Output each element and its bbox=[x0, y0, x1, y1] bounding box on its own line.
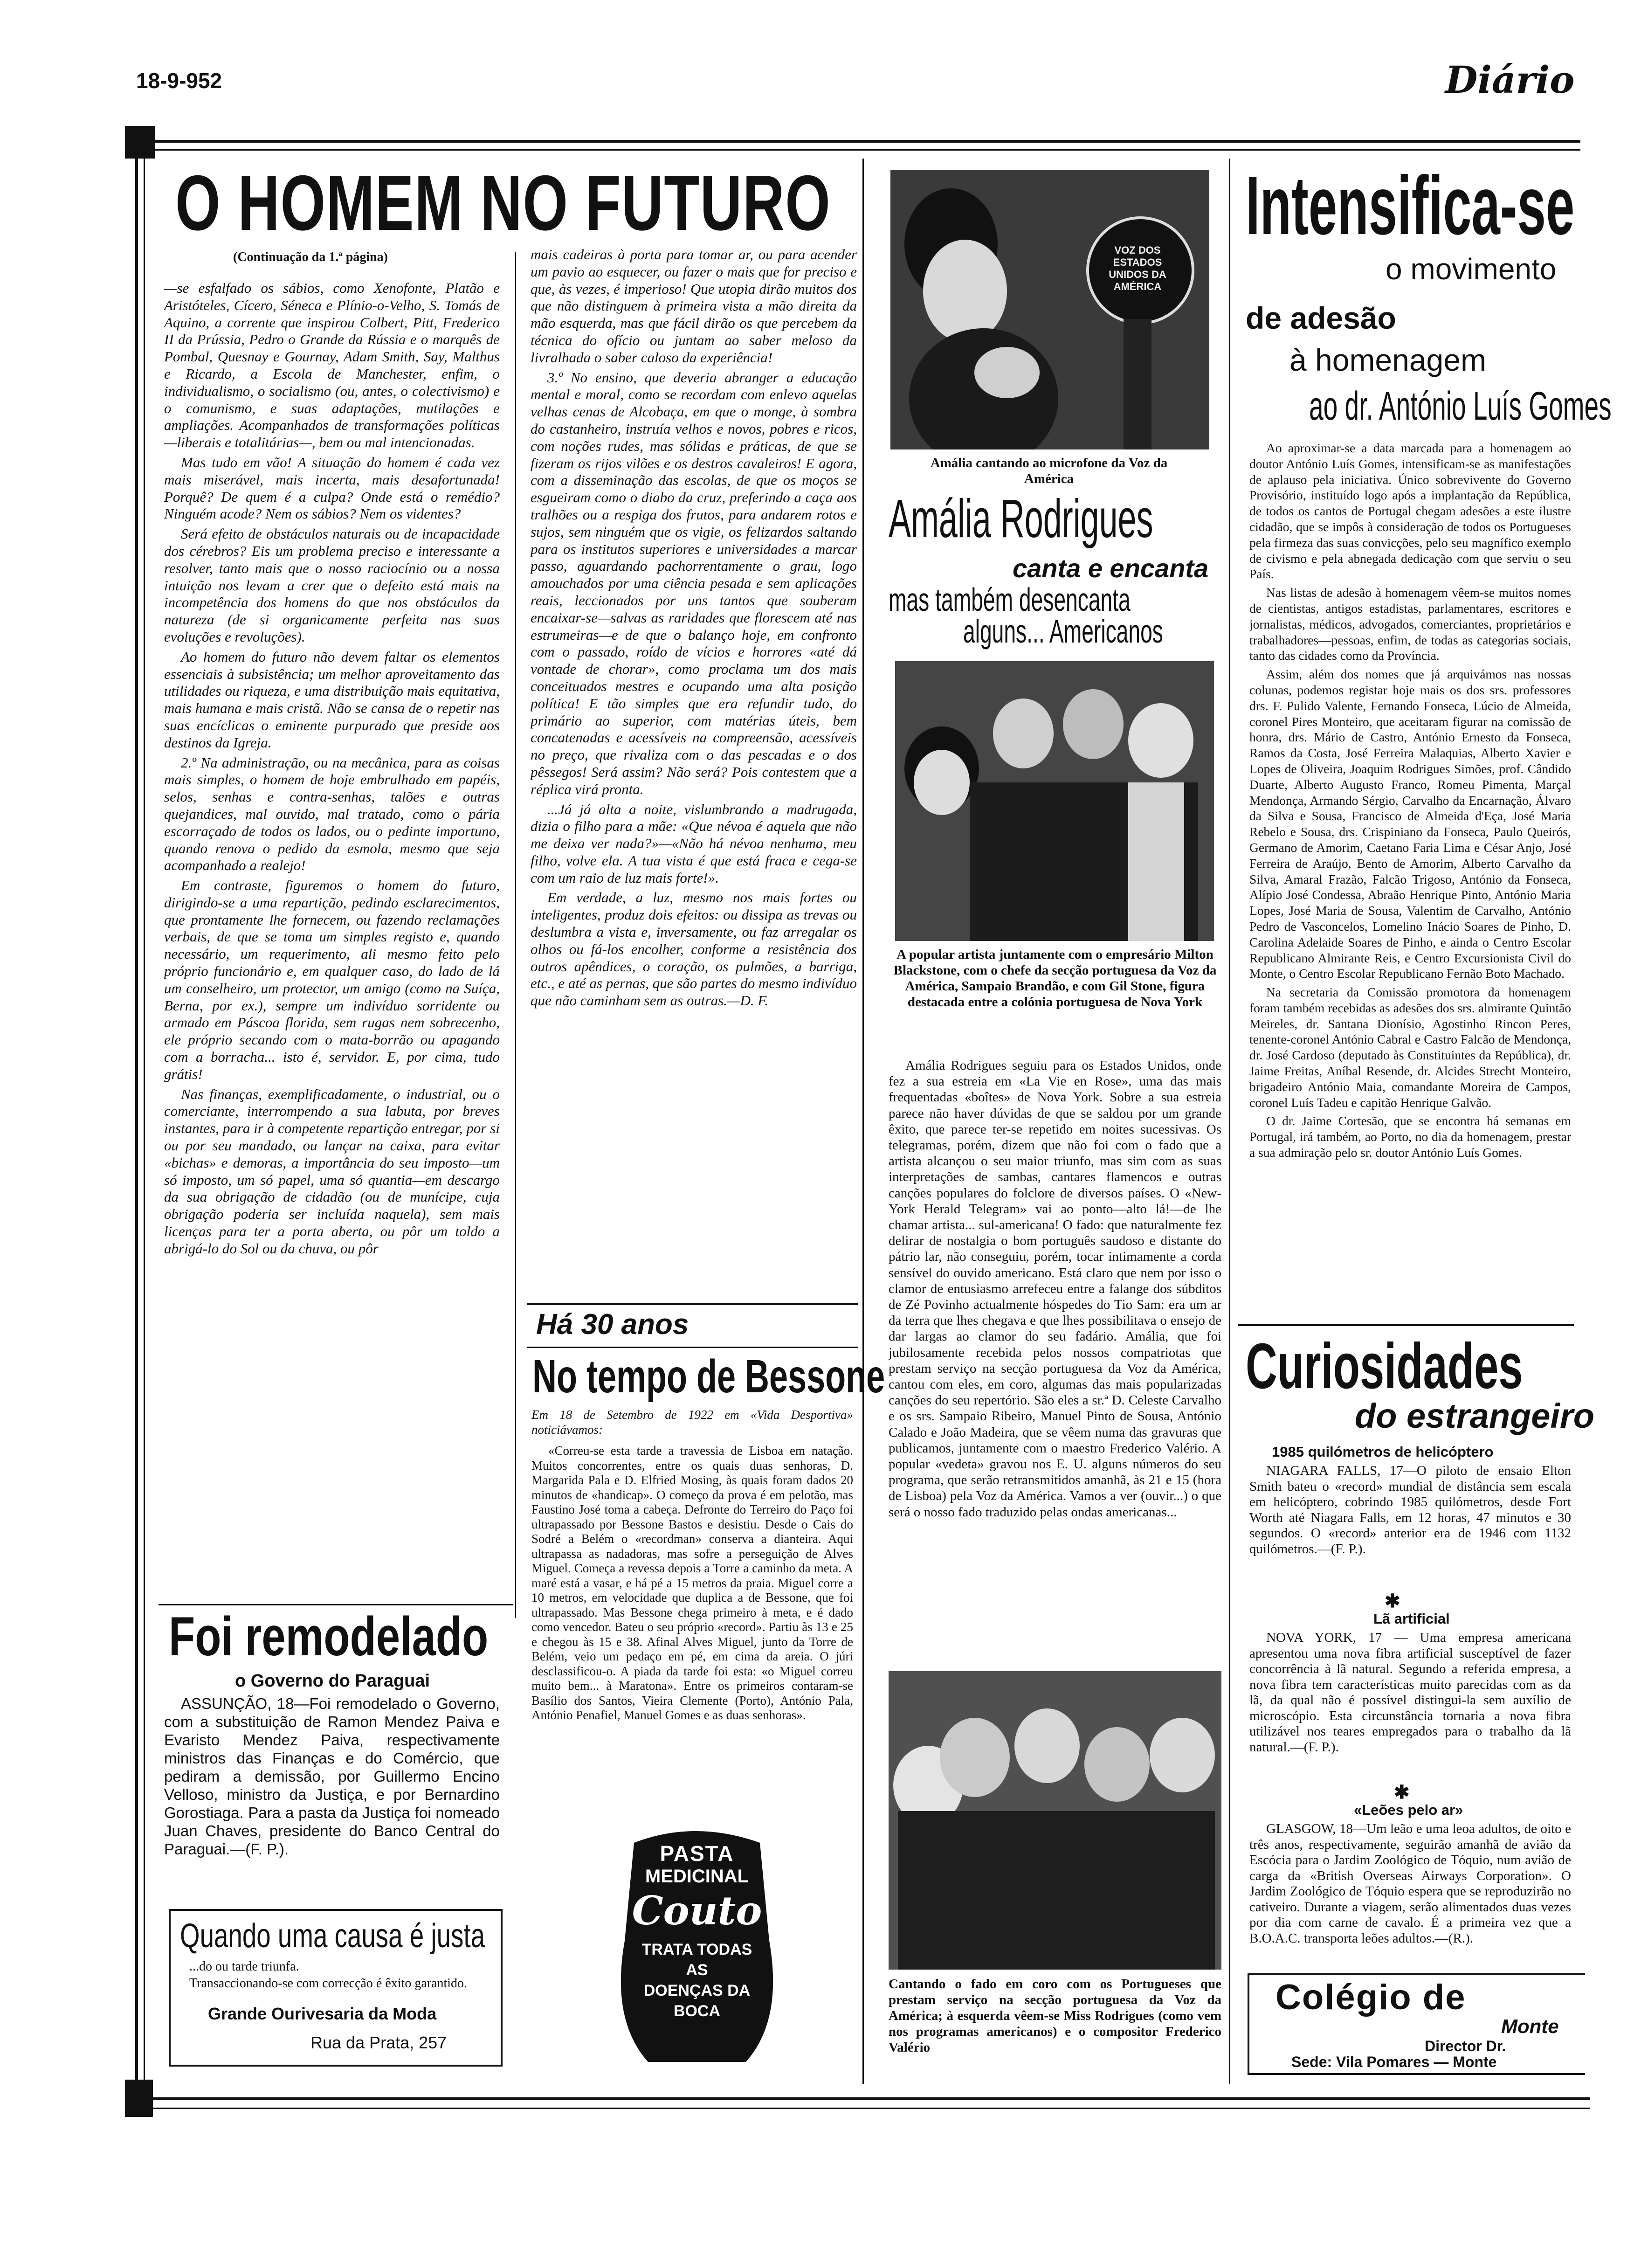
article-title-foi: Foi remodelado bbox=[169, 1606, 489, 1667]
column-divider bbox=[515, 252, 516, 1618]
intensifica-line-name: ao dr. António Luís Gomes bbox=[1309, 384, 1612, 429]
bottom-rule-thin bbox=[135, 2108, 1590, 2109]
amalia-subtitle-3: alguns... Americanos bbox=[963, 613, 1163, 650]
paragraph: 3.º No ensino, que deveria abranger a educação mental e moral, como se recordam com enlevo aquelas velhas cenas de Alcobaça, em que o monge, à sombra do castanheiro, instruía velhos e novos, pobres e ricos, com noções rudes, mas sólidas e práticas, de que se fizeram os rijos vilões e os destros cavaleiros! E agora, com a disseminação das escolas, de que os moços se esgueiram como o diabo da cruz, preferindo a caça aos tralhões ou a respiga dos frutos, para andarem rotos e sujos, sem ninguém que os vigie, os felizardos saltando para os institutos superiores e universidades a marcar passo, aguardando pachorrentamente o grau, logo amouchados por uma ciência pesada e sem aplicações reais, leccionados por uns tantos que souberam encaixar-se—salvas as raridades que florescem até nas estrumeiras—e de que o balanço hoje, em confronto com o passado, roído de vícios e horrores «até dá vontade de chorar», como proclama um dos mais conceituados mestres e ocupando uma alta posição política! E tão simples que era refundir tudo, do primário ao superior, com matérias úteis, bem concatenadas e acessíveis na compreensão, acessíveis no preço, que rivaliza com o das pescadas e o dos pêssegos! Será assim? Não será? Pois contestem que a réplica virá pronta. bbox=[531, 369, 857, 797]
ad-pasta-medicinal bbox=[606, 1824, 788, 2067]
amalia-subtitle: canta e encanta bbox=[1013, 553, 1209, 583]
photo-amalia-coro bbox=[889, 1671, 1221, 1970]
continuation-note: (Continuação da 1.ª página) bbox=[233, 250, 388, 264]
article-title-curiosidades: Curiosidades bbox=[1246, 1330, 1523, 1402]
photo-amalia-microphone bbox=[890, 170, 1209, 449]
curiosidades-item bbox=[1249, 1463, 1571, 1594]
ha30-body bbox=[531, 1444, 853, 1803]
paragraph: Em contraste, figuremos o homem do futuro, dirigindo-se a uma repartição, pedindo esclarecimentos, que prontamente lhe fornecem, ou fazendo reclamações verbais, de que se toma um simples registo e, quando necessário, um requerimento, ali mesmo feito pelo próprio funcionário e, em qualquer caso, do lado de lá um conselheiro, um protector, um amigo (como na Suíça, Berna, por ex.), sempre um indivíduo sorridente ou armado em Páscoa florida, sem rugas nem sobrecenho, ele próprio secando com o mata-borrão ou apagando com a borracha... isto é, servidor. E, por cima, tudo grátis! bbox=[164, 877, 500, 1082]
paragraph: NIAGARA FALLS, 17—O piloto de ensaio Elton Smith bateu o «record» mundial de distância sem escala em helicóptero, cobrindo 1985 quilómetros, desde Fort Worth até Niagara Falls, em 12 horas, 47 minutos e 30 segundos. O «record» anterior era de 1946 com 1132 quilómetros.—(F. P.). bbox=[1249, 1463, 1571, 1556]
paragraph: ASSUNÇÃO, 18—Foi remodelado o Governo, com a substituição de Ramon Mendez Paiva e Evaristo Mendez Paiva, respectivamente ministros das Finanças e do Comércio, que pediram a demissão, por Guillermo Encino Velloso, ministro da Justiça, e por Bernardino Gorostiaga. Para a pasta da Justiça foi nomeado Juan Chaves, presidente do Banco Central do Paraguai.—(F. P.). bbox=[164, 1695, 500, 1858]
photo-figure bbox=[940, 1718, 1010, 1797]
ad-shop-name: Grande Ourivesaria da Moda bbox=[208, 2004, 437, 2023]
photo-figure bbox=[1014, 1708, 1080, 1783]
left-border-block bbox=[125, 126, 155, 159]
curiosidades-subtitle: do estrangeiro bbox=[1355, 1397, 1594, 1435]
article-title-intensifica: Intensifica-se bbox=[1246, 159, 1575, 252]
photo-figure bbox=[993, 698, 1054, 768]
section-rule bbox=[527, 1303, 858, 1305]
masthead-date: 18-9-952 bbox=[136, 69, 222, 93]
paragraph: Nas listas de adesão à homenagem vêem-se muitos nomes de cientistas, antigos estadistas, parlamentares, escritores e jornalistas, médicos, advogados, comerciantes, proprietários e trabalhadores—pessoas, enfim, de todas as categorias sociais, tanto das cidades como da Província. bbox=[1249, 585, 1571, 663]
column-divider bbox=[862, 159, 864, 2084]
foi-body bbox=[164, 1694, 500, 1862]
column-divider bbox=[1229, 159, 1230, 2084]
amalia-body bbox=[889, 1058, 1221, 1664]
photo-figure bbox=[1128, 703, 1193, 778]
bottom-rule bbox=[135, 2097, 1590, 2100]
caption-amalia-1: Amália cantando ao microfone da Voz da América bbox=[930, 456, 1168, 486]
caption-amalia-2: A popular artista juntamente com o empresário Milton Blackstone, com o chefe da secção portuguesa da Voz da América, Sampaio Brandão, e com Gil Stone, figura destacada entre a colónia portuguesa de Nova York bbox=[893, 947, 1217, 1010]
top-rule bbox=[126, 140, 1580, 143]
paragraph: GLASGOW, 18—Um leão e uma leoa adultos, de oito e três anos, respectivamente, seguirão amanhã de avião da Escócia para o Jardim Zoológico de Tóquio, num avião de carga da «British Overseas Airways Corporation». O Jardim Zoológico de Tóquio espera que se reproduzirão no cativeiro. Durante a viagem, serão alimentados duas vezes por dia com carne de cavalo. É a primeira vez que a B.O.A.C. transporta leões adultos.—(R.). bbox=[1249, 1821, 1571, 1946]
ad-ourivesaria bbox=[169, 1909, 503, 2067]
microphone-plate-text: VOZ DOS ESTADOS UNIDOS DA AMÉRICA bbox=[1109, 244, 1166, 292]
paragraph: —se esfalfado os sábios, como Xenofonte, Platão e Aristóteles, Cícero, Séneca e Plínio-o-Velho, S. Tomás de Aquino, a corrente que inspirou Colbert, Pitt, Frederico II da Prússia, Pedro o Grande da Rússia e o marquês de Pombal, Quesnay e Gournay, Adam Smith, Say, Malthus e Ricardo, a Escola de Manchester, enfim, o individualismo, o socialismo (ou, antes, o colectivismo) e o comunismo, e suas adaptações, mutilações e ampliações. Acompanhados de transformações políticas—liberais e totalitárias—, bem ou mal intencionadas. bbox=[164, 280, 500, 451]
photo-figure bbox=[1150, 1718, 1215, 1792]
ad-pasta-word: BOCA bbox=[673, 2002, 721, 2020]
intensifica-body bbox=[1249, 440, 1571, 1368]
paragraph: Ao homem do futuro não devem faltar os elementos essenciais à subsistência; um melhor aproveitamento das utilidades ou riqueza, e uma distribuição mais equitativa, mais humana e mais cristã. Não se cansa de o repetir nas suas encíclicas o eminente purpurado que preside aos destinos da Igreja. bbox=[164, 648, 500, 751]
ad-pasta-brand: Couto bbox=[632, 1888, 762, 1934]
masthead-paper-name: Diário bbox=[1445, 58, 1575, 102]
ad-colegio-name: Colégio de bbox=[1276, 1978, 1466, 2017]
article-title-bessone: No tempo de Bessone bbox=[532, 1350, 885, 1403]
top-rule-thin bbox=[126, 149, 1580, 151]
section-rule bbox=[1238, 1324, 1574, 1326]
photo-figure bbox=[1063, 689, 1124, 759]
ad-pasta-word: AS bbox=[686, 1961, 708, 1979]
paragraph: Amália Rodrigues seguiu para os Estados Unidos, onde fez a sua estreia em «La Vie en Rose», uma das mais frequentadas «boîtes» de Nova York. Sobre a sua estreia parece não haver dúvidas de que se saldou por um grande êxito, que parece ter-se repetido em noites sucessivas. Os telegramas, porém, dizem que não foi com o fado que a artista alcançou o seu maior triunfo, mas sim com as suas interpretações de sambas, cantares flamencos e outras canções populares do folclore de diversos países. O «New-York Herald Telegram» vai ao ponto—alto lá!—de lhe chamar artista... sul-americana! O fado: que naturalmente fez delirar de nostalgia o bom português saudoso e distante do pátrio lar, não conseguiu, porém, tocar intimamente a corda sensível do ouvido americano. Está claro que nem por isso o clamor de entusiasmo arrefeceu entre a falange dos súbditos de Zé Povinho actualmente hóspedes do Tio Sam: era um ar da terra que lhes chegava e que lhes possibilitava o ensejo de dar largas ao clamor do seu fadário. Amália, que foi jubilosamente recebida pelos nossos compatriotas que prestam serviço na secção portuguesa da Voz da América, cantou com eles, em coro, algumas das mais popularizadas canções do seu repertório. São eles a sr.ª D. Celeste Carvalho e os srs. Sampaio Ribeiro, Manuel Pinto de Sousa, António Calado e João Madeira, que se vêem numa das gravuras que publicamos, juntamente com o maestro Frederico Valério. A popular «vedeta» gravou nos E. U. alguns números do seu programa, que serão retransmitidos amanhã, às 21 e 15 (hora de Lisboa) pela Voz da América. Vamos a ver (ouvir...) o que será o nosso fado traduzido pelas ondas americanas... bbox=[889, 1058, 1221, 1520]
photo-figure bbox=[974, 347, 1040, 398]
ad-pasta-word: DOENÇAS DA bbox=[643, 1982, 751, 1999]
photo-figure bbox=[914, 750, 970, 815]
amalia-subtitle-2: mas também desencanta bbox=[889, 581, 1131, 618]
left-border-line-2 bbox=[144, 140, 145, 2112]
paragraph: NOVA YORK, 17 — Uma empresa americana apresentou uma nova fibra artificial susceptível de fazer concorrência à lã natural. Segundo a referida empresa, a nova fibra tem características muito parecidas com as da lã, da qual não é possível distingui-la sem auxílio de microscópio. Esta circunstância tornaria a nova fibra utilizável nos teares empregados para o trabalho da lã natural.—(F. P.). bbox=[1249, 1630, 1571, 1755]
article-subtitle-foi: o Governo do Paraguai bbox=[235, 1671, 430, 1691]
paragraph: mais cadeiras à porta para tomar ar, ou para acender um pavio ao esquecer, ou fazer o mais que for preciso e que, às vezes, é imperioso! Que utopia dirão muitos dos que não distinguem à primeira vista a mão direita da mão esquerda, mas que fácil dirão os que percebem da técnica do ofício ou juntam ao saber meloso da livralhada o saber caloso da experiência! bbox=[531, 246, 857, 366]
ad-colegio-line: Director Dr. bbox=[1425, 2038, 1506, 2054]
section-rule bbox=[159, 1604, 513, 1605]
caption-amalia-3: Cantando o fado em coro com os Portugueses que prestam serviço na secção portuguesa da Voz da América; à esquerda vêem-se Miss Rodrigues (como vem nos programas americanos) e o compositor Frederico Valério bbox=[889, 1977, 1221, 2055]
ad-pasta-word: PASTA bbox=[660, 1841, 734, 1866]
curiosidades-heading: Lã artificial bbox=[1373, 1611, 1450, 1627]
left-border-line bbox=[135, 140, 138, 2112]
homem-column-2 bbox=[531, 246, 857, 1286]
curiosidades-item bbox=[1249, 1630, 1571, 1784]
photo-figure bbox=[1084, 1727, 1150, 1802]
ad-colegio bbox=[1248, 1973, 1585, 2075]
article-title-homem: O HOMEM NO FUTURO bbox=[175, 159, 831, 247]
section-rule bbox=[527, 1347, 858, 1348]
paragraph: «Correu-se esta tarde a travessia de Lisboa em natação. Muitos concorrentes, entre os quais duas senhoras, D. Margarida Pala e D. Elfried Mosing, às quais foram dados 20 minutos de «handicap». O começo da prova é em pelotão, mas Faustino José toma a cabeça. Defronte do Terreiro do Paço foi ultrapassado por Bessone Bastos e desistiu. Desde o Cais do Sodré a Belém o «recordman» conserva a dianteira. Aqui ultrapassa as nadadoras, mas sofre a perseguição de Alves Miguel. Começa a revessa depois a Torre a caminho da meta. A maré está a vasar, e há pé a 15 metros da praia. Miguel corre a 10 metros, em velocidade que duplica a de Bessone, que foi ultrapassado. Mas Bessone chega primeiro à meta, e é dado como vencedor. Bateu o seu próprio «record». Partiu às 13 e 25 e chegou às 15 e 38. Afinal Alves Miguel, junto da Torre de Belém, veio um pedaço em pé, em cima da areia. O júri desclassificou-o. A piada da tarde foi esta: «o Miguel correu muito bem... à Maratona». Entre os primeiros contaram-se Basílio dos Santos, Vieira Clemente (Porto), António Pala, António Penafiel, Manuel Gomes e as duas senhoras». bbox=[531, 1444, 853, 1722]
paragraph: Em verdade, a luz, mesmo nos mais fortes ou inteligentes, produz dois efeitos: ou dissipa as trevas ou deslumbra a vista e, inversamente, ou faz arregalar os olhos ou fá-los encolher, conforme a resistência dos outros apêndices, o coração, os pulmões, a barriga, etc., e até as pernas, que são partes do mesmo indivíduo que não caminham sem as outras.—D. F. bbox=[531, 889, 857, 1009]
photo-figure bbox=[898, 1811, 1215, 1970]
paragraph: Assim, além dos nomes que já arquivámos nas nossas colunas, podemos registar hoje mais os dos srs. professores drs. F. Pulido Valente, Fernando Fonseca, Lúcio de Almeida, coronel Pires Monteiro, que aceitaram figurar na comissão de honra, drs. Mário de Castro, António Ernesto da Fonseca, Ramos da Costa, José Ferreira Malaquias, Alberto Xavier e Lopes de Oliveira, Joaquim Rodrigues Simões, prof. Cândido Duarte, Alberto Augusto Franco, Romeu Pimenta, Marçal Mendonça, Armando Sérgio, Carvalho da Encarnação, Álvaro da Silva e Sousa, Francisco de Almeida d'Eça, José Maria Rebelo e Sousa, drs. Crispiniano da Fonseca, Paulo Queirós, Germano de Amorim, Caetano Faria Lima e César Anjo, José Ferreira de Araújo, Bento de Amorim, Alberto Carvalho da Silva, Amaral Frazão, Falcão Trigoso, António da Fonseca, Alípio José Condessa, Abraão Henrique Pinto, António Maria Lopes, José Maria de Sousa, Valentim de Carvalho, António Pedro de Vasconcelos, Lomelino Inácio Soares de Pinho, D. Carolina Adelaide Soares de Pinho, e ainda o Centro Escolar Republicano Almirante Reis, e Centro Excursionista Civil do Monte, o Centro Escolar Republicano Fernão Boto Machado. bbox=[1249, 667, 1571, 981]
paragraph: ...Já já alta a noite, vislumbrando a madrugada, dizia o filho para a mãe: «Que névoa é aquela que não me deixa ver nada?»—«Não há névoa nenhuma, meu filho, volve ela. A tua vista é que está fraca e cega-se com um raio de luz mais forte!». bbox=[531, 801, 857, 886]
microphone-stand bbox=[1124, 319, 1151, 449]
ad-line: Transaccionando-se com correcção é êxito garantido. bbox=[189, 1976, 468, 1991]
curiosidades-item bbox=[1249, 1821, 1571, 1975]
ad-line: ...do ou tarde triunfa. bbox=[189, 1959, 299, 1974]
paragraph: O dr. Jaime Cortesão, que se encontra há semanas em Portugal, irá também, ao Porto, no dia da homenagem, prestar a sua admiração pelo sr. doutor António Luís Gomes. bbox=[1249, 1113, 1571, 1160]
ha30-intro: Em 18 de Setembro de 1922 em «Vida Desportiva» noticiávamos: bbox=[531, 1408, 853, 1437]
kicker-ha-30-anos: Há 30 anos bbox=[536, 1308, 689, 1341]
paragraph: Será efeito de obstáculos naturais ou de incapacidade dos cérebros? Eis um problema preciso e interessante a resolver, tanto mais que o nosso raciocínio ou a nossa intuição nos levam a crer que o defeito está mais na incompetência dos homens do que nos obstáculos da natureza (de si organicamente perfeita nas suas evoluções e revoluções). bbox=[164, 526, 500, 645]
photo-amalia-group bbox=[895, 661, 1214, 941]
ad-pasta-word: TRATA TODAS bbox=[641, 1941, 752, 1958]
intensifica-line: de adesão bbox=[1246, 301, 1396, 335]
curiosidades-heading: «Leões pelo ar» bbox=[1354, 1802, 1463, 1818]
paragraph: 2.º Na administração, ou na mecânica, para as coisas mais simples, o homem de hoje embrulhado em papéis, selos, senhas e contra-senhas, talões e outras quejandices, mal ouvido, mal tratado, como o pária escorraçado de todos os lados, ou o pedinte importuno, quando renova o pedido da esmola, mesmo que seja acompanhado a realejo! bbox=[164, 754, 500, 874]
homem-column-1 bbox=[164, 280, 500, 1595]
article-title-amalia: Amália Rodrigues bbox=[889, 488, 1153, 549]
ad-colegio-line: Monte bbox=[1501, 2015, 1559, 2037]
paragraph: Mas tudo em vão! A situação do homem é cada vez mais miserável, mais incerta, mais desafortunada! Porquê? De quem é a culpa? Onde está o remédio? Ninguém acode? Nem os sábios? Nem os videntes? bbox=[164, 454, 500, 522]
photo-figure bbox=[923, 240, 1007, 342]
paragraph: Ao aproximar-se a data marcada para a homenagem ao doutor António Luís Gomes, intensificam-se as manifestações de aplauso pela iniciativa. Único sobrevivente do Governo Provisório, instituído logo após a implantação da República, de todos os cantos de Portugal chegam adesões a este ilustre cidadão, que se impôs à consideração de todos os Portugueses pela firmeza das suas convicções, pelo seu magnífico exemplo de civismo e pela abnegada dedicação com que serviu o seu País. bbox=[1249, 441, 1571, 581]
ad-colegio-line: Sede: Vila Pomares — Monte bbox=[1291, 2054, 1497, 2070]
paragraph: Nas finanças, exemplificadamente, o industrial, ou o comerciante, interrompendo a sua labuta, por breves instantes, para ir à competente repartição entregar, por si ou por seu mandado, ou lançar na caixa, para evitar «bichas» e demoras, a importância do seu imposto—um só imposto, um só papel, uma só quantia—em descargo da sua obrigação de cidadão (ou de munícipe, cuja obrigação poderia ser incluída naquela), sem mais licenças para ter a porta aberta, ou pôr um toldo a abrigá-lo do Sol ou da chuva, ou pôr bbox=[164, 1086, 500, 1257]
bottom-left-block bbox=[125, 2080, 153, 2117]
ad-pasta-word: MEDICINAL bbox=[645, 1866, 749, 1887]
curiosidades-heading: 1985 quilómetros de helicóptero bbox=[1272, 1444, 1494, 1460]
intensifica-line: o movimento bbox=[1386, 252, 1557, 286]
ad-headline: Quando uma causa é justa bbox=[180, 1917, 485, 1955]
asterisk-divider: ✱ bbox=[1394, 1782, 1410, 1803]
paragraph: Na secretaria da Comissão promotora da homenagem foram também recebidas as adesões dos srs. almirante Quintão Meireles, dr. Santana Dionísio, Agostinho Rincon Peres, tenente-coronel António Cabral e Castro Falcão de Mendonça, dr. José Cardoso (deputado às Constituintes da República), dr. Jaime Freitas, Aníbal Resende, dr. Alcides Strecht Monteiro, brigadeiro António Maia, comandante Moreira de Campos, coronel Luís Tadeu e capitão Henrique Galvão. bbox=[1249, 985, 1571, 1110]
intensifica-line: à homenagem bbox=[1289, 343, 1486, 377]
ad-address: Rua da Prata, 257 bbox=[310, 2033, 447, 2052]
asterisk-divider: ✱ bbox=[1385, 1590, 1400, 1611]
photo-figure bbox=[1128, 782, 1184, 941]
